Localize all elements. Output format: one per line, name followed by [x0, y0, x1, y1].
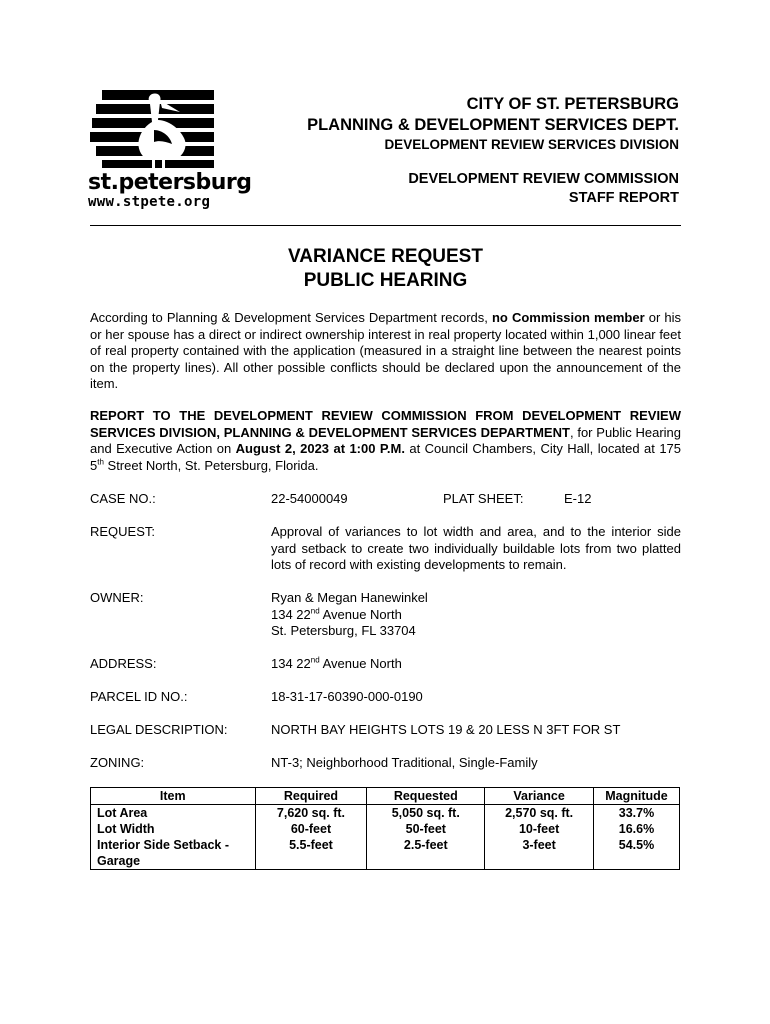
table-cell: 2,570 sq. ft.	[485, 805, 594, 822]
plat-sheet-label: PLAT SHEET:	[443, 491, 524, 506]
title-line-2: PUBLIC HEARING	[303, 270, 468, 291]
parcel-value: 18-31-17-60390-000-0190	[271, 689, 423, 704]
address-label: ADDRESS:	[90, 656, 157, 671]
owner-name: Ryan & Megan Hanewinkel	[271, 590, 428, 605]
owner-label: OWNER:	[90, 590, 144, 605]
table-cell: 2.5-feet	[367, 837, 485, 870]
table-cell: Lot Width	[91, 821, 256, 837]
table-row	[91, 821, 680, 837]
table-row	[91, 837, 680, 870]
column-header: Requested	[367, 788, 485, 805]
report-header	[307, 94, 679, 208]
column-header: Item	[91, 788, 256, 805]
zoning-label: ZONING:	[90, 755, 145, 770]
plat-sheet-value: E-12	[564, 491, 592, 506]
header-department: PLANNING & DEVELOPMENT SERVICES DEPT.	[307, 116, 679, 134]
table-cell: Lot Area	[91, 805, 256, 822]
pelican-emblem-icon	[88, 90, 214, 168]
table-cell: 54.5%	[594, 837, 680, 870]
title-line-1: VARIANCE REQUEST	[288, 246, 483, 267]
table-cell: 33.7%	[594, 805, 680, 822]
table-header-row	[91, 788, 680, 805]
legal-description-value: NORTH BAY HEIGHTS LOTS 19 & 20 LESS N 3FT FOR ST	[271, 722, 621, 737]
table-cell: 10-feet	[485, 821, 594, 837]
column-header: Magnitude	[594, 788, 680, 805]
header-city: CITY OF ST. PETERSBURG	[466, 95, 679, 113]
logo-name: st.petersburg	[88, 170, 252, 195]
table-cell: 50-feet	[367, 821, 485, 837]
case-number-value: 22-54000049	[271, 491, 348, 506]
legal-description-label: LEGAL DESCRIPTION:	[90, 722, 228, 737]
address-value: 134 22nd Avenue North	[271, 655, 402, 671]
city-logo	[88, 90, 252, 210]
conflict-disclosure-paragraph: According to Planning & Development Services Department records, no Commission member or his or her spouse has a direct or indirect ownership interest in real property located within 1,000 linear feet of real property contained with the application (measured in a straight line between the nearest points on the property lines). All other possible conflicts should be declared upon the announcement of the item.	[90, 310, 681, 392]
table-cell: 60-feet	[255, 821, 367, 837]
hearing-date: August 2, 2023 at 1:00 P.M.	[235, 441, 405, 457]
column-header: Variance	[485, 788, 594, 805]
header-commission: DEVELOPMENT REVIEW COMMISSION	[408, 171, 679, 187]
table-cell: 16.6%	[594, 821, 680, 837]
request-value: Approval of variances to lot width and area, and to the interior side yard setback to create two individually buildable lots from two platted lots of record with existing developments to remain.	[271, 524, 681, 572]
table-cell: 7,620 sq. ft.	[255, 805, 367, 822]
variance-table	[90, 787, 680, 870]
logo-url: www.stpete.org	[88, 194, 211, 210]
table-cell: 5,050 sq. ft.	[367, 805, 485, 822]
header-division: DEVELOPMENT REVIEW SERVICES DIVISION	[384, 137, 679, 152]
case-number-label: CASE NO.:	[90, 491, 156, 506]
document-title	[90, 245, 681, 293]
owner-city: St. Petersburg, FL 33704	[271, 623, 416, 638]
header-divider	[90, 225, 681, 226]
table-cell: 3-feet	[485, 837, 594, 870]
table-cell: 5.5-feet	[255, 837, 367, 870]
request-label: REQUEST:	[90, 524, 156, 539]
zoning-value: NT-3; Neighborhood Traditional, Single-Family	[271, 755, 538, 770]
parcel-label: PARCEL ID NO.:	[90, 689, 188, 704]
owner-value: Ryan & Megan Hanewinkel 134 22nd Avenue North St. Petersburg, FL 33704	[271, 590, 428, 638]
no-commission-member-text: no Commission member	[491, 310, 645, 325]
table-cell: Interior Side Setback - Garage	[91, 837, 256, 870]
header-report-type: STAFF REPORT	[568, 190, 679, 206]
table-row	[91, 805, 680, 822]
column-header: Required	[255, 788, 367, 805]
hearing-notice-paragraph: REPORT TO THE DEVELOPMENT REVIEW COMMISSION FROM DEVELOPMENT REVIEW SERVICES DIVISION, PLANNING & DEVELOPMENT SERVICES DEPARTMENT, for Public Hearing and Executive Action on August 2, 2023 at 1:00 P.M. at Council Chambers, City Hall, located at 175 5th Street North, St. Petersburg, Florida.	[90, 408, 682, 473]
